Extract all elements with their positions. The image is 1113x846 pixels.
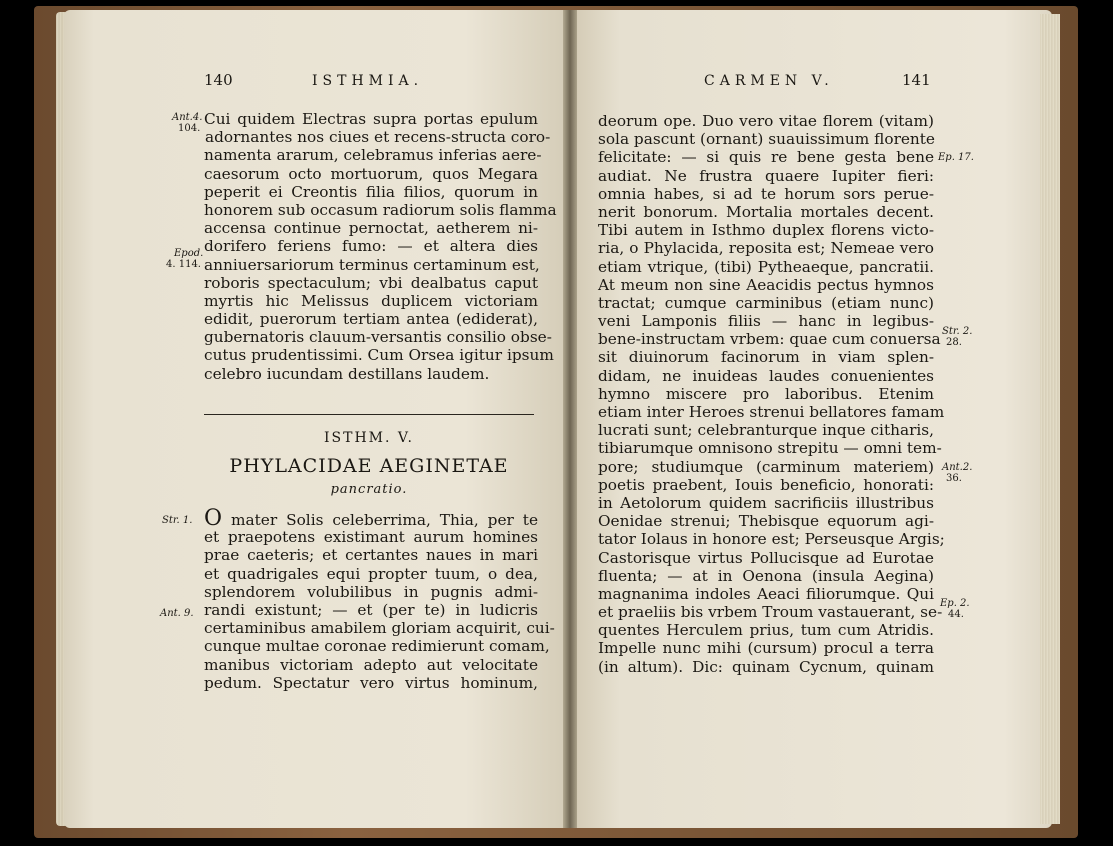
text-line: prae caeteris; et certantes naues in mari [204,546,538,565]
text-line: tibiarumque omnisono strepitu — omni tem- [598,439,942,458]
text-line: celebro iucundam destillans laudem. [204,364,490,383]
text-line: veni Lamponis filiis — hanc in legibus- [598,312,934,331]
text-line: magnanima indoles Aeaci filiorumque. Qui [598,584,934,603]
book-gutter [563,10,577,828]
text-line: myrtis hic Melissus duplicem victoriam [204,291,538,310]
text-line: splendorem volubilibus in pugnis admi- [204,582,538,601]
text-line: O mater Solis celeberrima, Thia, per te [204,506,538,531]
text-line: (in altum). Dic: quinam Cycnum, quinam [598,657,934,676]
section-subtitle: pancratio. [330,482,408,497]
text-line: pedum. Spectatur vero virtus hominum, [204,673,538,692]
text-line: fluenta; — at in Oenona (insula Aegina) [598,566,934,585]
margin-note-str2: Str. 2. 28. [942,326,973,348]
left-running-head: ISTHMIA. [312,73,424,89]
text-line: et quadrigales equi propter tuum, o dea, [204,564,538,583]
margin-note-epod: Epod. 4. 114. [166,248,204,270]
right-running-head: CARMEN V. [704,73,834,89]
text-line: et praepotens existimant aurum homines [204,528,538,547]
text-line: etiam inter Heroes strenui bellatores famam [598,403,945,421]
text-line: Cui quidem Electras supra portas epulum [204,110,538,128]
text-line: adornantes nos ciues et recens-structa coro- [205,128,551,147]
text-line: accensa continue pernoctat, aetherem ni- [204,219,538,238]
text-line: manibus victoriam adepto aut velocitate [204,655,538,674]
left-page-number: 140 [204,71,233,89]
text-line: At meum non sine Aeacidis pectus hymnos [598,275,934,294]
text-line: peperit ei Creontis filia filios, quorum in [204,182,538,201]
text-line: tator Iolaus in honore est; Perseusque Argis; [598,530,945,549]
text-line: ria, o Phylacida, reposita est; Nemeae vero [598,239,934,258]
text-line: namenta ararum, celebramus inferias aere- [204,146,542,165]
text-line: gubernatoris clauum-versantis consilio obse- [204,328,552,347]
text-line: dorifero feriens fumo: — et altera dies [204,237,538,256]
margin-note-ant4: Ant.4. 104. [172,112,203,134]
margin-note-ep17: Ep. 17. [938,152,974,163]
text-line: didam, ne inuideas laudes conuenientes [598,366,934,385]
text-line: lucrati sunt; celebranturque inque citharis, [598,421,934,440]
text-line: edidit, puerorum tertiam antea (ediderat), [204,310,538,329]
text-line: anniuersariorum terminus certaminum est, [204,255,540,274]
text-line: quentes Herculem prius, tum cum Atridis. [598,621,934,640]
text-line: honorem sub occasum radiorum solis flamma [204,200,557,219]
text-line: bene-instructam vrbem: quae cum conuersa [598,330,941,349]
margin-note-ant2: Ant.2. 36. [942,462,973,484]
margin-note-ant9: Ant. 9. [160,608,194,619]
text-line: tractat; cumque carminibus (etiam nunc) [598,293,934,312]
text-line: omnia habes, si ad te horum sors perue- [598,184,934,203]
text-line: sola pascunt (ornant) suauissimum florente [598,130,935,149]
left-paragraph-1 [204,110,557,383]
text-line: felicitate: — si quis re bene gesta bene [598,148,934,167]
left-paragraph-2 [204,506,555,692]
text-line: Tibi autem in Isthmo duplex florens victo- [598,221,934,240]
text-line: cunque multae coronae redimierunt comam, [204,637,550,656]
text-line: deorum ope. Duo vero vitae florem (vitam) [598,112,934,130]
text-line: sit diuinorum facinorum in viam splen- [598,348,934,367]
text-line: caesorum octo mortuorum, quos Megara [204,164,538,183]
text-line: in Aetolorum quidem sacrificiis illustribus [598,493,934,512]
margin-note-ep2: Ep. 2. 44. [940,598,970,620]
text-line: et praeliis bis vrbem Troum vastauerant, se- [598,603,943,622]
section-rule [204,414,534,415]
right-page-number: 141 [902,71,931,89]
margin-note-str1: Str. 1. [162,515,193,526]
text-line: nerit bonorum. Mortalia mortales decent. [598,202,934,221]
section-label: ISTHM. V. [323,430,415,446]
text-line: cutus prudentissimi. Cum Orsea igitur ipsum [204,346,554,365]
text-line: poetis praebent, Iouis beneficio, honorati: [598,475,934,494]
drop-cap: O [204,506,223,531]
text-line: randi existunt; — et (per te) in ludicris [204,600,538,619]
right-paragraph [598,112,945,676]
section-title: PHYLACIDAE AEGINETAE [229,455,509,477]
text-line: Oenidae strenui; Thebisque equorum agi- [598,512,934,531]
text-line: Impelle nunc mihi (cursum) procul a terra [598,639,934,658]
page-edges-right [1040,14,1060,824]
text-line: Castorisque virtus Pollucisque ad Eurotae [598,548,934,567]
text-line: hymno miscere pro laboribus. Etenim [598,384,934,403]
text-line: certaminibus amabilem gloriam acquirit, cui- [204,619,555,638]
text-line: etiam vtrique, (tibi) Pytheaeque, pancratii. [598,257,934,276]
text-line: audiat. Ne frustra quaere Iupiter fieri: [598,166,934,185]
text-line: pore; studiumque (carminum materiem) [598,457,934,476]
text-line: roboris spectaculum; vbi dealbatus caput [204,273,538,292]
